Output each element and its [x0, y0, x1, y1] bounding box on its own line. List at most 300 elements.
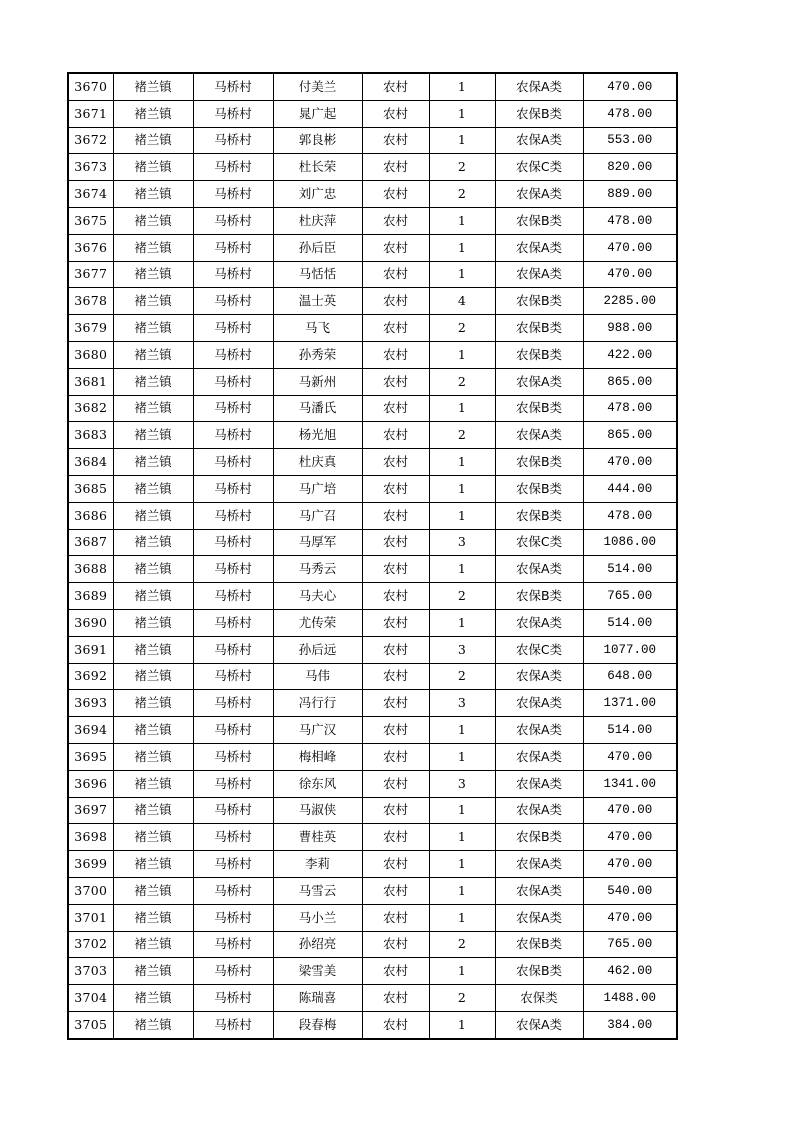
amount-cell: 765.00: [583, 931, 677, 958]
category-cell: 农保A类: [495, 127, 583, 154]
village-cell: 马桥村: [193, 636, 273, 663]
table-row: [68, 556, 677, 583]
persons-cell: 1: [429, 127, 495, 154]
serial-cell: 3673: [68, 154, 113, 181]
category-cell: 农保C类: [495, 154, 583, 181]
persons-cell: 4: [429, 288, 495, 315]
amount-cell: 988.00: [583, 315, 677, 342]
name-cell: 孙绍亮: [273, 931, 362, 958]
amount-cell: 444.00: [583, 475, 677, 502]
amount-cell: 478.00: [583, 100, 677, 127]
table-row: [68, 824, 677, 851]
table-row: [68, 261, 677, 288]
name-cell: 段春梅: [273, 1011, 362, 1038]
persons-cell: 3: [429, 690, 495, 717]
persons-cell: 1: [429, 904, 495, 931]
category-cell: 农保B类: [495, 395, 583, 422]
name-cell: 杜长荣: [273, 154, 362, 181]
town-cell: 褚兰镇: [113, 877, 193, 904]
category-cell: 农保A类: [495, 717, 583, 744]
table-row: [68, 73, 677, 100]
serial-cell: 3698: [68, 824, 113, 851]
amount-cell: 470.00: [583, 261, 677, 288]
town-cell: 褚兰镇: [113, 663, 193, 690]
name-cell: 孙后臣: [273, 234, 362, 261]
name-cell: 马广召: [273, 502, 362, 529]
category-cell: 农保B类: [495, 931, 583, 958]
persons-cell: 1: [429, 851, 495, 878]
persons-cell: 1: [429, 556, 495, 583]
name-cell: 刘广忠: [273, 181, 362, 208]
category-cell: 农保B类: [495, 207, 583, 234]
table-row: [68, 663, 677, 690]
category-cell: 农保A类: [495, 368, 583, 395]
town-cell: 褚兰镇: [113, 609, 193, 636]
table-row: [68, 234, 677, 261]
persons-cell: 1: [429, 207, 495, 234]
category-cell: 农保A类: [495, 851, 583, 878]
persons-cell: 1: [429, 797, 495, 824]
category-cell: 农保C类: [495, 529, 583, 556]
town-cell: 褚兰镇: [113, 207, 193, 234]
table-row: [68, 985, 677, 1012]
persons-cell: 2: [429, 181, 495, 208]
category-cell: 农保A类: [495, 73, 583, 100]
town-cell: 褚兰镇: [113, 958, 193, 985]
amount-cell: 865.00: [583, 422, 677, 449]
name-cell: 郭良彬: [273, 127, 362, 154]
name-cell: 马雪云: [273, 877, 362, 904]
household-type-cell: 农村: [362, 181, 429, 208]
category-cell: 农保类: [495, 985, 583, 1012]
persons-cell: 1: [429, 73, 495, 100]
serial-cell: 3696: [68, 770, 113, 797]
household-type-cell: 农村: [362, 636, 429, 663]
household-type-cell: 农村: [362, 904, 429, 931]
category-cell: 农保B类: [495, 824, 583, 851]
town-cell: 褚兰镇: [113, 985, 193, 1012]
name-cell: 晁广起: [273, 100, 362, 127]
category-cell: 农保A类: [495, 234, 583, 261]
village-cell: 马桥村: [193, 797, 273, 824]
table-row: [68, 529, 677, 556]
table-row: [68, 449, 677, 476]
amount-cell: 1371.00: [583, 690, 677, 717]
serial-cell: 3676: [68, 234, 113, 261]
persons-cell: 2: [429, 985, 495, 1012]
village-cell: 马桥村: [193, 583, 273, 610]
category-cell: 农保A类: [495, 877, 583, 904]
household-type-cell: 农村: [362, 824, 429, 851]
household-type-cell: 农村: [362, 609, 429, 636]
amount-cell: 514.00: [583, 609, 677, 636]
village-cell: 马桥村: [193, 529, 273, 556]
amount-cell: 478.00: [583, 502, 677, 529]
serial-cell: 3693: [68, 690, 113, 717]
persons-cell: 1: [429, 1011, 495, 1038]
table-row: [68, 717, 677, 744]
town-cell: 褚兰镇: [113, 315, 193, 342]
household-type-cell: 农村: [362, 1011, 429, 1038]
household-type-cell: 农村: [362, 475, 429, 502]
serial-cell: 3701: [68, 904, 113, 931]
village-cell: 马桥村: [193, 663, 273, 690]
town-cell: 褚兰镇: [113, 154, 193, 181]
persons-cell: 2: [429, 931, 495, 958]
village-cell: 马桥村: [193, 824, 273, 851]
serial-cell: 3705: [68, 1011, 113, 1038]
name-cell: 温士英: [273, 288, 362, 315]
household-type-cell: 农村: [362, 797, 429, 824]
category-cell: 农保A类: [495, 261, 583, 288]
name-cell: 李莉: [273, 851, 362, 878]
household-type-cell: 农村: [362, 502, 429, 529]
town-cell: 褚兰镇: [113, 502, 193, 529]
name-cell: 马厚军: [273, 529, 362, 556]
household-type-cell: 农村: [362, 877, 429, 904]
village-cell: 马桥村: [193, 234, 273, 261]
category-cell: 农保A类: [495, 181, 583, 208]
town-cell: 褚兰镇: [113, 1011, 193, 1038]
town-cell: 褚兰镇: [113, 851, 193, 878]
name-cell: 马伟: [273, 663, 362, 690]
table-row: [68, 368, 677, 395]
household-type-cell: 农村: [362, 261, 429, 288]
village-cell: 马桥村: [193, 985, 273, 1012]
household-type-cell: 农村: [362, 368, 429, 395]
roster-sheet: [67, 72, 676, 1040]
category-cell: 农保B类: [495, 958, 583, 985]
amount-cell: 470.00: [583, 234, 677, 261]
persons-cell: 2: [429, 154, 495, 181]
town-cell: 褚兰镇: [113, 422, 193, 449]
town-cell: 褚兰镇: [113, 770, 193, 797]
table-row: [68, 127, 677, 154]
category-cell: 农保A类: [495, 690, 583, 717]
persons-cell: 1: [429, 449, 495, 476]
table-row: [68, 315, 677, 342]
village-cell: 马桥村: [193, 207, 273, 234]
village-cell: 马桥村: [193, 73, 273, 100]
persons-cell: 2: [429, 422, 495, 449]
village-cell: 马桥村: [193, 958, 273, 985]
name-cell: 马夫心: [273, 583, 362, 610]
village-cell: 马桥村: [193, 851, 273, 878]
amount-cell: 470.00: [583, 797, 677, 824]
serial-cell: 3690: [68, 609, 113, 636]
serial-cell: 3687: [68, 529, 113, 556]
household-type-cell: 农村: [362, 958, 429, 985]
household-type-cell: 农村: [362, 690, 429, 717]
table-row: [68, 288, 677, 315]
table-row: [68, 422, 677, 449]
name-cell: 杨光旭: [273, 422, 362, 449]
serial-cell: 3685: [68, 475, 113, 502]
category-cell: 农保A类: [495, 743, 583, 770]
household-type-cell: 农村: [362, 743, 429, 770]
table-row: [68, 395, 677, 422]
village-cell: 马桥村: [193, 315, 273, 342]
household-type-cell: 农村: [362, 985, 429, 1012]
amount-cell: 540.00: [583, 877, 677, 904]
serial-cell: 3678: [68, 288, 113, 315]
name-cell: 付美兰: [273, 73, 362, 100]
serial-cell: 3675: [68, 207, 113, 234]
category-cell: 农保A类: [495, 797, 583, 824]
persons-cell: 3: [429, 770, 495, 797]
village-cell: 马桥村: [193, 502, 273, 529]
table-row: [68, 797, 677, 824]
persons-cell: 2: [429, 368, 495, 395]
household-type-cell: 农村: [362, 207, 429, 234]
household-type-cell: 农村: [362, 529, 429, 556]
town-cell: 褚兰镇: [113, 449, 193, 476]
town-cell: 褚兰镇: [113, 100, 193, 127]
town-cell: 褚兰镇: [113, 556, 193, 583]
household-type-cell: 农村: [362, 931, 429, 958]
town-cell: 褚兰镇: [113, 797, 193, 824]
persons-cell: 1: [429, 717, 495, 744]
category-cell: 农保B类: [495, 315, 583, 342]
name-cell: 马恬恬: [273, 261, 362, 288]
serial-cell: 3691: [68, 636, 113, 663]
name-cell: 马秀云: [273, 556, 362, 583]
household-type-cell: 农村: [362, 663, 429, 690]
category-cell: 农保A类: [495, 556, 583, 583]
name-cell: 曹桂英: [273, 824, 362, 851]
table-row: [68, 502, 677, 529]
persons-cell: 1: [429, 743, 495, 770]
persons-cell: 1: [429, 395, 495, 422]
household-type-cell: 农村: [362, 556, 429, 583]
household-type-cell: 农村: [362, 341, 429, 368]
village-cell: 马桥村: [193, 743, 273, 770]
amount-cell: 648.00: [583, 663, 677, 690]
town-cell: 褚兰镇: [113, 261, 193, 288]
household-type-cell: 农村: [362, 717, 429, 744]
village-cell: 马桥村: [193, 288, 273, 315]
household-type-cell: 农村: [362, 288, 429, 315]
village-cell: 马桥村: [193, 609, 273, 636]
serial-cell: 3689: [68, 583, 113, 610]
persons-cell: 1: [429, 100, 495, 127]
name-cell: 马广汉: [273, 717, 362, 744]
village-cell: 马桥村: [193, 422, 273, 449]
category-cell: 农保B类: [495, 583, 583, 610]
village-cell: 马桥村: [193, 877, 273, 904]
name-cell: 马广培: [273, 475, 362, 502]
amount-cell: 470.00: [583, 449, 677, 476]
table-row: [68, 207, 677, 234]
roster-table: [67, 72, 678, 1040]
serial-cell: 3703: [68, 958, 113, 985]
persons-cell: 1: [429, 824, 495, 851]
town-cell: 褚兰镇: [113, 234, 193, 261]
serial-cell: 3683: [68, 422, 113, 449]
serial-cell: 3700: [68, 877, 113, 904]
name-cell: 徐东风: [273, 770, 362, 797]
name-cell: 陈瑞喜: [273, 985, 362, 1012]
name-cell: 马飞: [273, 315, 362, 342]
serial-cell: 3682: [68, 395, 113, 422]
table-row: [68, 583, 677, 610]
category-cell: 农保B类: [495, 100, 583, 127]
serial-cell: 3697: [68, 797, 113, 824]
village-cell: 马桥村: [193, 1011, 273, 1038]
amount-cell: 514.00: [583, 556, 677, 583]
category-cell: 农保A类: [495, 770, 583, 797]
category-cell: 农保B类: [495, 449, 583, 476]
table-row: [68, 100, 677, 127]
persons-cell: 1: [429, 958, 495, 985]
category-cell: 农保B类: [495, 288, 583, 315]
category-cell: 农保A类: [495, 609, 583, 636]
village-cell: 马桥村: [193, 717, 273, 744]
town-cell: 褚兰镇: [113, 904, 193, 931]
serial-cell: 3670: [68, 73, 113, 100]
persons-cell: 1: [429, 475, 495, 502]
serial-cell: 3674: [68, 181, 113, 208]
name-cell: 马小兰: [273, 904, 362, 931]
town-cell: 褚兰镇: [113, 636, 193, 663]
name-cell: 梅相峰: [273, 743, 362, 770]
category-cell: 农保A类: [495, 422, 583, 449]
household-type-cell: 农村: [362, 100, 429, 127]
village-cell: 马桥村: [193, 127, 273, 154]
household-type-cell: 农村: [362, 851, 429, 878]
amount-cell: 470.00: [583, 904, 677, 931]
village-cell: 马桥村: [193, 475, 273, 502]
village-cell: 马桥村: [193, 154, 273, 181]
table-row: [68, 341, 677, 368]
town-cell: 褚兰镇: [113, 395, 193, 422]
amount-cell: 470.00: [583, 73, 677, 100]
persons-cell: 1: [429, 877, 495, 904]
persons-cell: 2: [429, 583, 495, 610]
persons-cell: 1: [429, 502, 495, 529]
town-cell: 褚兰镇: [113, 743, 193, 770]
persons-cell: 3: [429, 636, 495, 663]
persons-cell: 1: [429, 261, 495, 288]
village-cell: 马桥村: [193, 395, 273, 422]
village-cell: 马桥村: [193, 181, 273, 208]
amount-cell: 2285.00: [583, 288, 677, 315]
household-type-cell: 农村: [362, 315, 429, 342]
town-cell: 褚兰镇: [113, 181, 193, 208]
village-cell: 马桥村: [193, 904, 273, 931]
persons-cell: 2: [429, 315, 495, 342]
serial-cell: 3688: [68, 556, 113, 583]
name-cell: 冯行行: [273, 690, 362, 717]
name-cell: 梁雪美: [273, 958, 362, 985]
household-type-cell: 农村: [362, 583, 429, 610]
name-cell: 孙秀荣: [273, 341, 362, 368]
roster-body: [68, 73, 677, 1039]
serial-cell: 3680: [68, 341, 113, 368]
table-row: [68, 154, 677, 181]
amount-cell: 470.00: [583, 824, 677, 851]
serial-cell: 3694: [68, 717, 113, 744]
town-cell: 褚兰镇: [113, 288, 193, 315]
name-cell: 尤传荣: [273, 609, 362, 636]
town-cell: 褚兰镇: [113, 824, 193, 851]
table-row: [68, 475, 677, 502]
table-row: [68, 958, 677, 985]
amount-cell: 514.00: [583, 717, 677, 744]
village-cell: 马桥村: [193, 556, 273, 583]
serial-cell: 3684: [68, 449, 113, 476]
amount-cell: 470.00: [583, 743, 677, 770]
town-cell: 褚兰镇: [113, 717, 193, 744]
amount-cell: 478.00: [583, 395, 677, 422]
village-cell: 马桥村: [193, 368, 273, 395]
amount-cell: 1488.00: [583, 985, 677, 1012]
serial-cell: 3681: [68, 368, 113, 395]
serial-cell: 3677: [68, 261, 113, 288]
amount-cell: 462.00: [583, 958, 677, 985]
amount-cell: 865.00: [583, 368, 677, 395]
category-cell: 农保B类: [495, 475, 583, 502]
serial-cell: 3679: [68, 315, 113, 342]
name-cell: 马新州: [273, 368, 362, 395]
table-row: [68, 690, 677, 717]
category-cell: 农保A类: [495, 904, 583, 931]
table-row: [68, 904, 677, 931]
household-type-cell: 农村: [362, 395, 429, 422]
serial-cell: 3692: [68, 663, 113, 690]
amount-cell: 553.00: [583, 127, 677, 154]
serial-cell: 3695: [68, 743, 113, 770]
amount-cell: 422.00: [583, 341, 677, 368]
household-type-cell: 农村: [362, 73, 429, 100]
category-cell: 农保B类: [495, 341, 583, 368]
town-cell: 褚兰镇: [113, 529, 193, 556]
household-type-cell: 农村: [362, 770, 429, 797]
household-type-cell: 农村: [362, 127, 429, 154]
name-cell: 孙后远: [273, 636, 362, 663]
serial-cell: 3686: [68, 502, 113, 529]
village-cell: 马桥村: [193, 449, 273, 476]
amount-cell: 1077.00: [583, 636, 677, 663]
town-cell: 褚兰镇: [113, 341, 193, 368]
amount-cell: 470.00: [583, 851, 677, 878]
table-row: [68, 931, 677, 958]
village-cell: 马桥村: [193, 690, 273, 717]
serial-cell: 3704: [68, 985, 113, 1012]
town-cell: 褚兰镇: [113, 931, 193, 958]
serial-cell: 3699: [68, 851, 113, 878]
amount-cell: 384.00: [583, 1011, 677, 1038]
table-row: [68, 1011, 677, 1038]
household-type-cell: 农村: [362, 422, 429, 449]
serial-cell: 3672: [68, 127, 113, 154]
village-cell: 马桥村: [193, 931, 273, 958]
category-cell: 农保A类: [495, 1011, 583, 1038]
village-cell: 马桥村: [193, 261, 273, 288]
persons-cell: 3: [429, 529, 495, 556]
amount-cell: 1086.00: [583, 529, 677, 556]
amount-cell: 765.00: [583, 583, 677, 610]
table-row: [68, 609, 677, 636]
amount-cell: 889.00: [583, 181, 677, 208]
category-cell: 农保A类: [495, 663, 583, 690]
name-cell: 马淑侠: [273, 797, 362, 824]
category-cell: 农保C类: [495, 636, 583, 663]
table-row: [68, 851, 677, 878]
serial-cell: 3702: [68, 931, 113, 958]
amount-cell: 820.00: [583, 154, 677, 181]
town-cell: 褚兰镇: [113, 583, 193, 610]
